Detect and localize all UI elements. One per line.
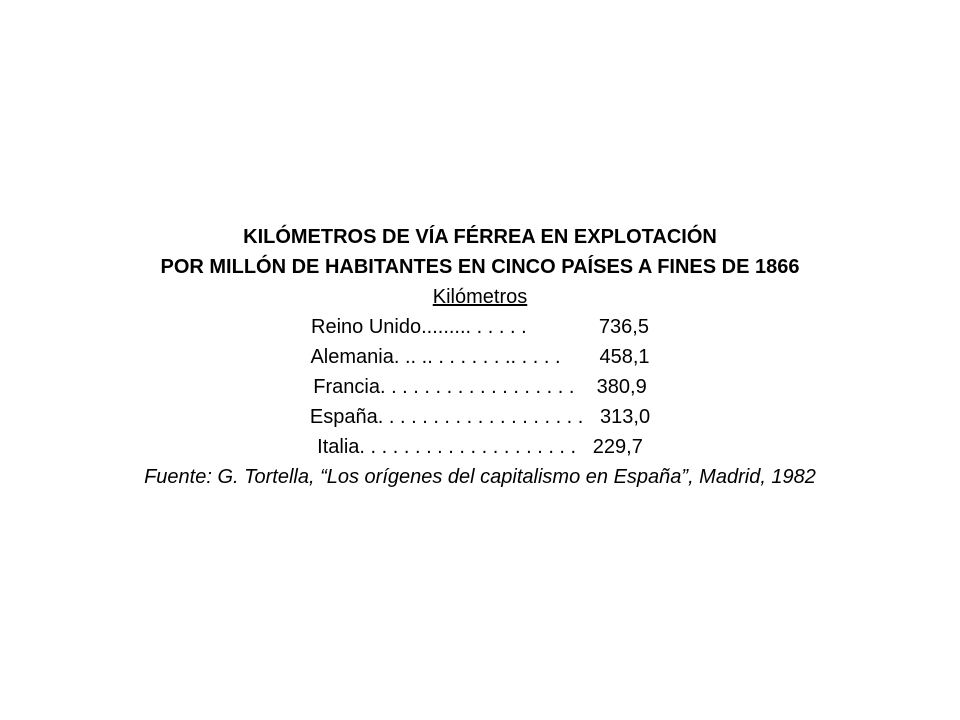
dot-leader: . .. .. . . . . . . .. . . . . [393, 346, 561, 368]
value: 313,0 [600, 406, 651, 428]
table-row-reino-unido [0, 312, 960, 342]
table-block [0, 222, 960, 492]
title-line-1: KILÓMETROS DE VÍA FÉRREA EN EXPLOTACIÓN [243, 226, 717, 248]
country-name: Italia [317, 436, 360, 458]
dot-leader: . . . . . . . . . . . . . . . . . . . . [359, 436, 577, 458]
country-name: Francia [313, 376, 380, 398]
value: 229,7 [592, 436, 643, 458]
dot-leader: ......... . . . . . [421, 316, 527, 338]
value: 736,5 [598, 316, 649, 338]
value: 458,1 [599, 346, 650, 368]
country-name: Reino Unido [311, 316, 422, 338]
title-line-2: POR MILLÓN DE HABITANTES EN CINCO PAÍSES A FINES DE 1866 [160, 256, 800, 278]
dot-leader: . . . . . . . . . . . . . . . . . . [379, 376, 575, 398]
dot-leader: . . . . . . . . . . . . . . . . . . . [377, 406, 584, 428]
country-name: España [309, 406, 378, 428]
country-name: Alemania [310, 346, 394, 368]
value: 380,9 [596, 376, 647, 398]
table-row-espana [0, 402, 960, 432]
table-row-alemania [0, 342, 960, 372]
unit-label: Kilómetros [432, 286, 528, 308]
table-row-francia [0, 372, 960, 402]
table-row-italia [0, 432, 960, 462]
unit-label-row [0, 282, 960, 312]
source-citation: Fuente: G. Tortella, “Los orígenes del capitalismo en España”, Madrid, 1982 [144, 466, 816, 488]
